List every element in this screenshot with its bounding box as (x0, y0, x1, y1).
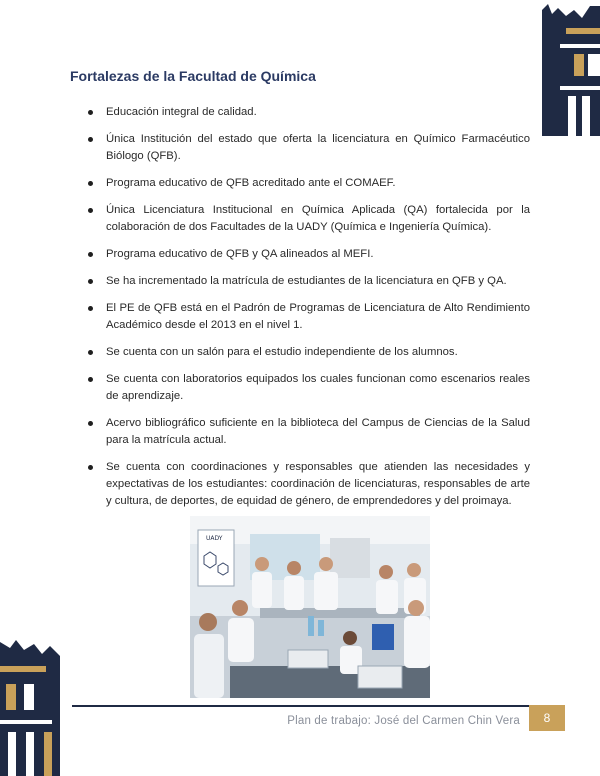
list-item: Programa educativo de QFB y QA alineados al MEFI. (88, 246, 530, 263)
list-item: El PE de QFB está en el Padrón de Programas de Licenciatura de Alto Rendimiento Académico desde el 2013 en el nivel 1. (88, 300, 530, 334)
building-illustration-top (538, 0, 600, 136)
list-item: Se cuenta con un salón para el estudio independiente de los alumnos. (88, 344, 530, 361)
list-item: Educación integral de calidad. (88, 104, 530, 121)
lab-scene-illustration (190, 516, 430, 698)
list-item: Programa educativo de QFB acreditado ante el COMAEF. (88, 175, 530, 192)
section-heading: Fortalezas de la Facultad de Química (70, 68, 316, 84)
footer-divider (72, 705, 530, 707)
list-item: Única Institución del estado que oferta la licenciatura en Químico Farmacéutico Biólogo (QFB). (88, 131, 530, 165)
laboratory-photo (190, 516, 430, 698)
strengths-list (88, 104, 530, 520)
list-item: Acervo bibliográfico suficiente en la biblioteca del Campus de Ciencias de la Salud para la matrícula actual. (88, 415, 530, 449)
list-item: Se cuenta con coordinaciones y responsables que atienden las necesidades y expectativas de los estudiantes: coordinación de licenciaturas, responsables de arte y cultura, de deportes, de equidad de género, de emprendedores y del proimaya. (88, 459, 530, 510)
lab-sign-text: UADY (206, 535, 223, 542)
list-item: Única Licenciatura Institucional en Química Aplicada (QA) fortalecida por la colaboración de dos Facultades de la UADY (Química e Ingeniería Química). (88, 202, 530, 236)
page-number: 8 (529, 705, 565, 731)
list-item: Se ha incrementado la matrícula de estudiantes de la licenciatura en QFB y QA. (88, 273, 530, 290)
building-illustration-bottom (0, 636, 64, 776)
list-item: Se cuenta con laboratorios equipados los cuales funcionan como escenarios reales de aprendizaje. (88, 371, 530, 405)
footer-title: Plan de trabajo: José del Carmen Chin Vera (287, 715, 520, 727)
